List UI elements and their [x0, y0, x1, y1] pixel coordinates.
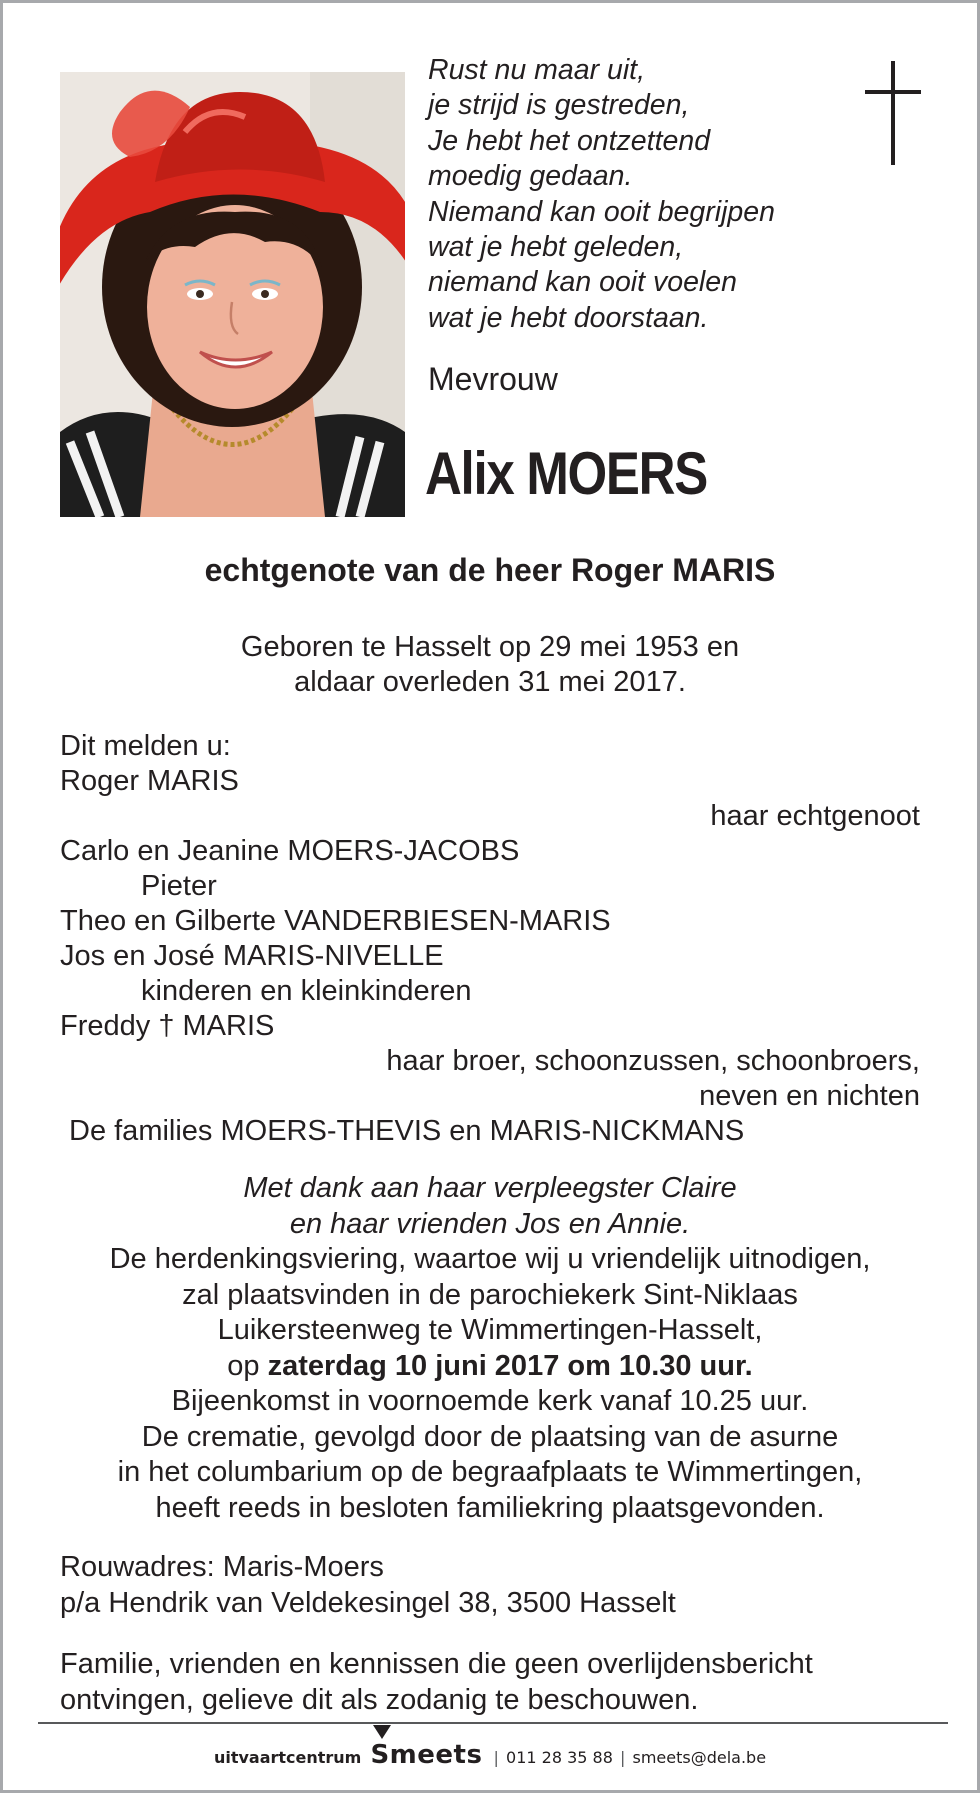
deceased-name: Alix MOERS — [425, 440, 707, 507]
footer-separator: | — [493, 1748, 499, 1767]
poem-line: niemand kan ooit voelen — [428, 266, 737, 299]
birth-death-info — [3, 630, 977, 700]
ceremony-line: Luikersteenweg te Wimmertingen-Hasselt, — [217, 1314, 763, 1346]
mourner-relation: kinderen en kleinkinderen — [141, 975, 472, 1007]
ceremony-date: zaterdag 10 juni 2017 om 10.30 uur. — [267, 1349, 753, 1382]
ceremony-line: zal plaatsvinden in de parochiekerk Sint-Niklaas — [182, 1278, 798, 1311]
mourner-relation: haar echtgenoot — [710, 800, 920, 832]
mourner-name: Carlo en Jeanine MOERS-JACOBS — [60, 835, 520, 867]
poem — [428, 53, 828, 336]
funeral-home-footer — [3, 1740, 977, 1770]
brand-name: Smeets — [370, 1740, 483, 1770]
triangle-down-icon — [373, 1725, 391, 1739]
poem-line: wat je hebt doorstaan. — [428, 301, 709, 334]
ceremony-line: Bijeenkomst in voornoemde kerk vanaf 10.25 uur. — [171, 1385, 809, 1417]
phone-number: 011 28 35 88 — [506, 1748, 613, 1767]
poem-line: wat je hebt geleden, — [428, 231, 684, 264]
poem-line: Je hebt het ontzettend — [428, 124, 711, 157]
mourner-name: Roger MARIS — [60, 765, 239, 797]
footer-separator: | — [620, 1748, 626, 1767]
thanks-line: en haar vrienden Jos en Annie. — [289, 1207, 691, 1240]
mourner-relation: haar broer, schoonzussen, schoonbroers, — [386, 1045, 920, 1077]
notice-text — [60, 1646, 813, 1718]
ceremony-date-line — [3, 1349, 977, 1385]
honorific: Mevrouw — [428, 361, 558, 397]
mourner-relation: neven en nichten — [699, 1080, 920, 1112]
poem-line: Rust nu maar uit, — [428, 54, 646, 86]
thanks-line: Met dank aan haar verpleegster Claire — [243, 1172, 737, 1204]
cross-icon — [865, 61, 921, 165]
mourner-name: Theo en Gilberte VANDERBIESEN-MARIS — [60, 905, 611, 937]
ceremony-line: De crematie, gevolgd door de plaatsing van de asurne — [141, 1420, 839, 1453]
mourner-name: Freddy † MARIS — [60, 1010, 275, 1042]
ceremony-details — [3, 1171, 977, 1526]
born-line: Geboren te Hasselt op 29 mei 1953 en — [240, 631, 740, 663]
mourner-name: Jos en José MARIS-NIVELLE — [60, 940, 444, 972]
poem-line: Niemand kan ooit begrijpen — [428, 195, 775, 228]
date-prefix: op — [227, 1349, 268, 1382]
portrait-illustration — [60, 72, 405, 517]
died-line: aldaar overleden 31 mei 2017. — [294, 666, 686, 698]
footer-divider — [38, 1722, 948, 1724]
ceremony-line: heeft reeds in besloten familiekring plaatsgevonden. — [155, 1491, 825, 1524]
spouse-line: echtgenote van de heer Roger MARIS — [204, 552, 776, 588]
poem-line: je strijd is gestreden, — [428, 89, 690, 122]
portrait-photo — [60, 72, 405, 517]
address-line: Rouwadres: Maris-Moers — [60, 1551, 384, 1583]
mourning-address — [60, 1549, 676, 1621]
ceremony-line: in het columbarium op de begraafplaats te Wimmertingen, — [117, 1456, 863, 1488]
poem-line: moedig gedaan. — [428, 160, 633, 193]
mourner-families: De families MOERS-THEVIS en MARIS-NICKMANS — [69, 1115, 745, 1147]
notice-line: ontvingen, gelieve dit als zodanig te beschouwen. — [60, 1684, 699, 1716]
email-address: smeets@dela.be — [632, 1748, 767, 1767]
mourners-intro: Dit melden u: — [60, 730, 231, 762]
notice-line: Familie, vrienden en kennissen die geen overlijdensbericht — [60, 1648, 813, 1680]
mourner-name: Pieter — [141, 870, 217, 902]
address-line: p/a Hendrik van Veldekesingel 38, 3500 Hasselt — [60, 1587, 676, 1619]
ceremony-line: De herdenkingsviering, waartoe wij u vriendelijk uitnodigen, — [109, 1243, 871, 1275]
brand-prefix: uitvaartcentrum — [213, 1748, 362, 1767]
